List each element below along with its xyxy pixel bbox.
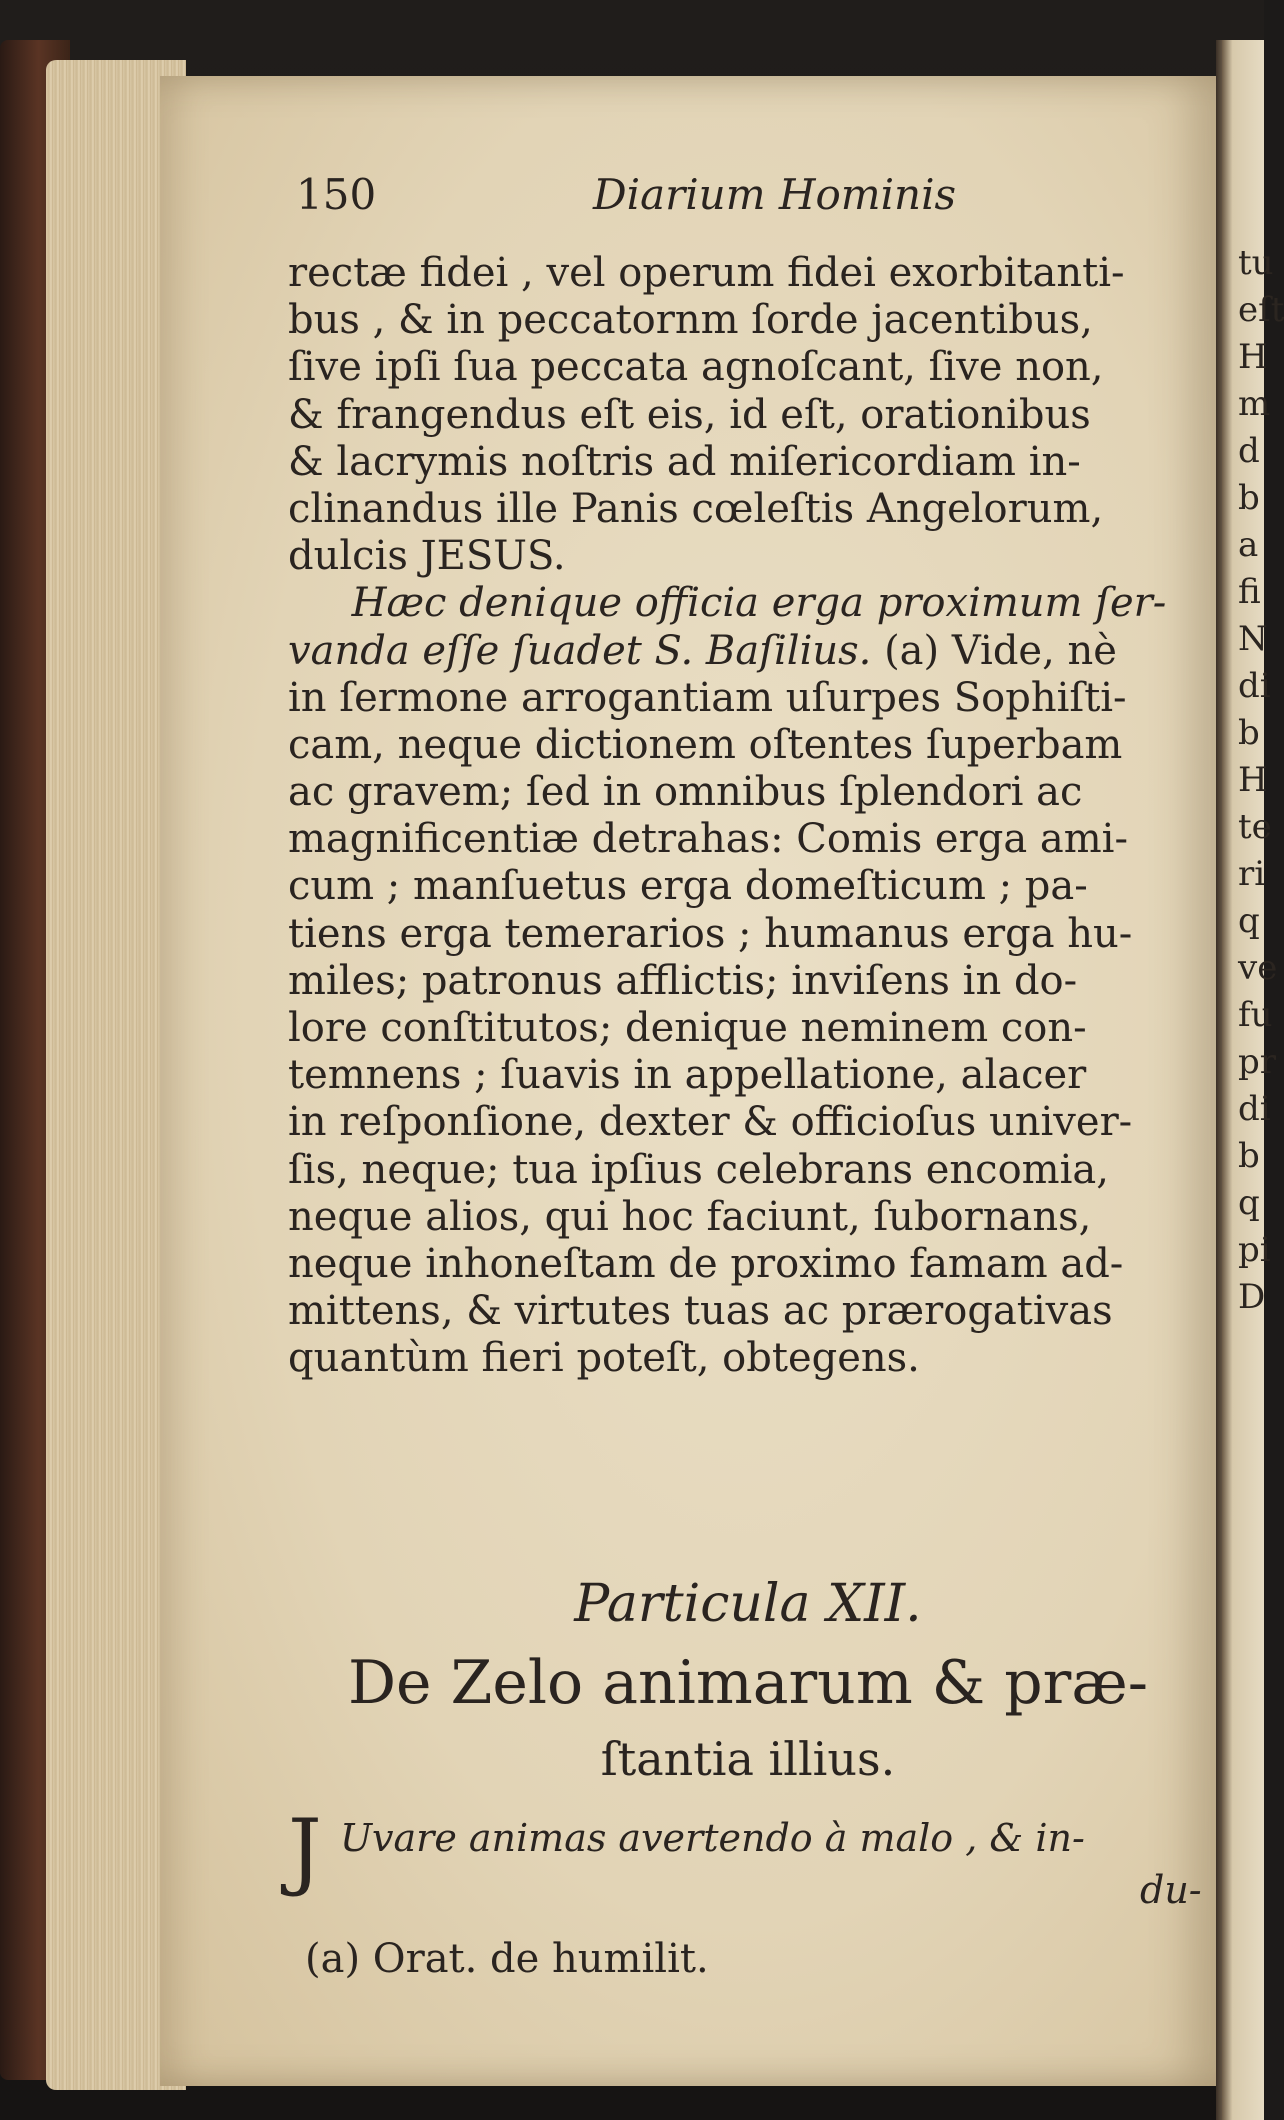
text-segment: in reſponſione, dexter & officioſus univer- — [288, 1099, 1133, 1146]
text-segment: Hæc denique officia erga proximum ſer- — [351, 580, 1167, 627]
section-label: Particula XII. — [574, 1574, 922, 1634]
text-segment — [288, 580, 352, 626]
text-line — [288, 1335, 1208, 1382]
catchword: du- — [1140, 1868, 1202, 1912]
text-segment: temnens ; ſuavis in appellatione, alacer — [288, 1052, 1087, 1099]
text-line — [288, 1005, 1208, 1052]
text-segment: & lacrymis noſtris ad miſericordiam in- — [288, 438, 1081, 485]
text-line — [288, 1241, 1208, 1288]
drop-cap: J — [288, 1801, 322, 1899]
text-line — [288, 580, 1208, 627]
text-segment: rectæ fidei , vel operum fidei exorbitanti- — [288, 250, 1125, 296]
text-line — [288, 486, 1208, 533]
text-segment: bus , & in peccatornm ſorde jacentibus, — [288, 297, 1093, 344]
text-segment: cum ; manſuetus erga domeſticum ; pa- — [288, 863, 1088, 910]
text-segment: dulcis JESUS. — [288, 533, 566, 580]
text-line — [288, 1147, 1208, 1194]
text-line — [288, 722, 1208, 769]
text-line — [288, 1194, 1208, 1241]
text-line — [288, 392, 1208, 439]
text-line — [288, 1099, 1208, 1146]
section-title-continued: ſtantia illius. — [600, 1732, 896, 1786]
text-segment: ſis, neque; tua ipſius celebrans encomia, — [288, 1146, 1109, 1193]
text-line — [288, 958, 1208, 1005]
text-line — [288, 816, 1208, 863]
footnote: (a) Orat. de humilit. — [305, 1936, 709, 1982]
text-segment: ac gravem; ſed in omnibus ſplendori ac — [288, 769, 1083, 816]
text-segment: vanda eſſe ſuadet S. Baſilius. — [288, 627, 872, 674]
text-segment: cam, neque dictionem oſtentes ſuperbam — [288, 721, 1123, 768]
text-segment: miles; patronus afflictis; inviſens in do- — [288, 957, 1078, 1004]
text-line — [288, 1288, 1208, 1335]
text-segment: ſive ipſi ſua peccata agnoſcant, ſive non, — [288, 344, 1104, 391]
text-line — [288, 1052, 1208, 1099]
text-segment: & frangendus eſt eis, id eſt, orationibus — [288, 391, 1091, 438]
text-segment: mittens, & virtutes tuas ac prærogativas — [288, 1288, 1113, 1335]
facing-page-fragments: tu eſt H m d b a fi N di b H te ri q ve fu pr di b q pi D — [1238, 243, 1284, 1317]
text-line — [288, 344, 1208, 391]
text-segment: clinandus ille Panis cœleſtis Angelorum, — [288, 485, 1104, 532]
text-segment: neque inhoneſtam de proximo famam ad- — [288, 1240, 1124, 1287]
page-number: 150 — [296, 170, 377, 219]
text-segment: in ſermone arrogantiam uſurpes Sophiſti- — [288, 674, 1127, 721]
text-segment: (a) Vide, nè — [871, 627, 1117, 674]
text-segment: neque alios, qui hoc faciunt, ſubornans, — [288, 1193, 1092, 1240]
text-segment: magnificentiæ detrahas: Comis erga ami- — [288, 816, 1128, 863]
text-line — [288, 911, 1208, 958]
running-title: Diarium Hominis — [593, 170, 957, 219]
text-line — [288, 863, 1208, 910]
text-line — [288, 533, 1208, 580]
text-segment: tiens erga temerarios ; humanus erga hu- — [288, 910, 1133, 957]
text-segment: quantùm fieri poteſt, obtegens. — [288, 1335, 920, 1382]
text-line — [288, 297, 1208, 344]
body-text — [288, 250, 1208, 1383]
text-segment: lore conſtitutos; denique neminem con- — [288, 1005, 1087, 1051]
first-paragraph-line-1: Uvare animas avertendo à malo , & in- — [340, 1816, 1085, 1860]
text-line — [288, 628, 1208, 675]
text-line — [288, 769, 1208, 816]
section-title: De Zelo animarum & præ- — [347, 1648, 1149, 1718]
text-line — [288, 250, 1208, 297]
text-line — [288, 675, 1208, 722]
text-line — [288, 439, 1208, 486]
